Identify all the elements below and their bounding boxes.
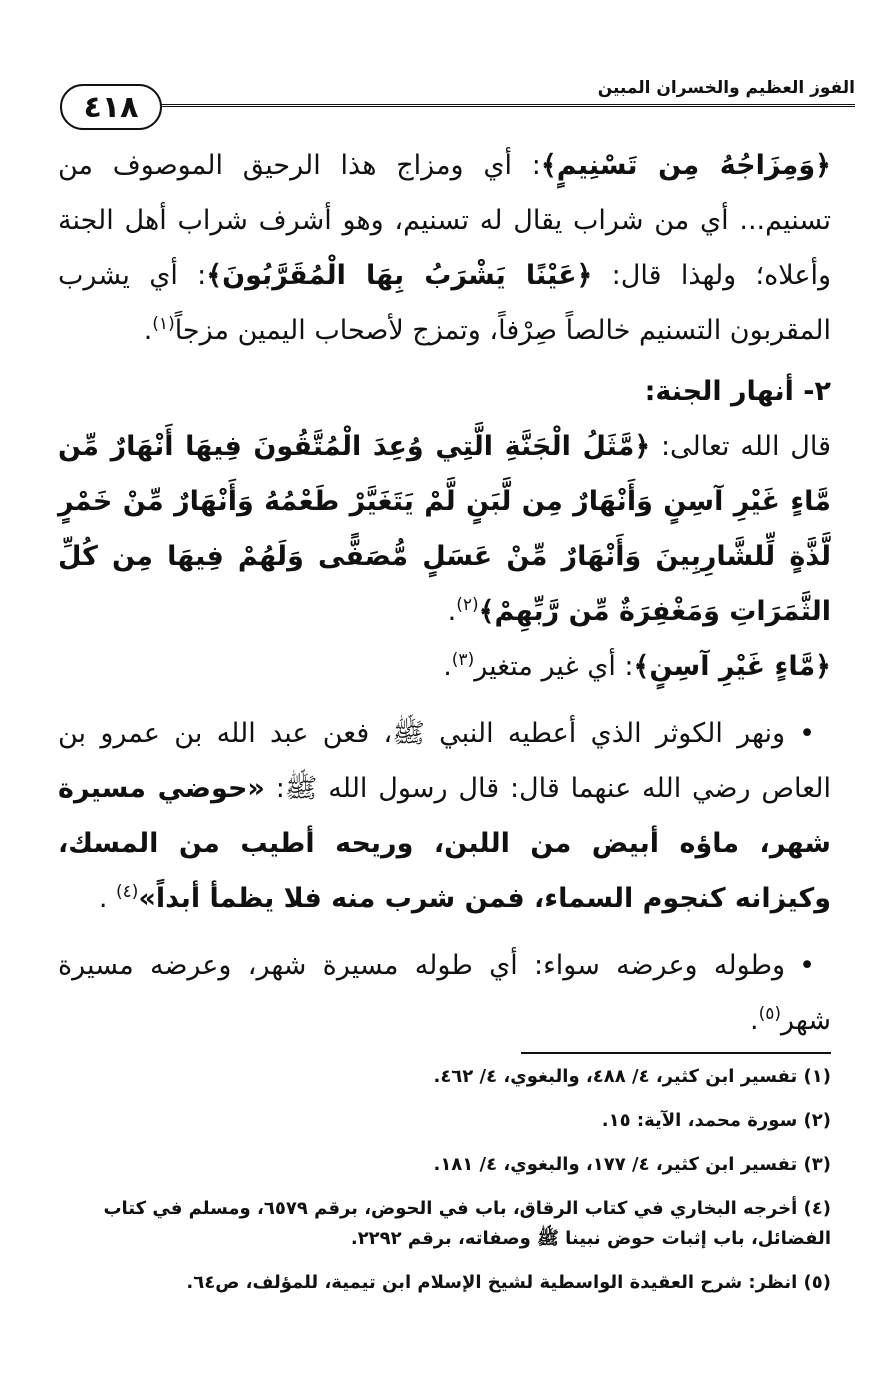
footnote-ref: (٤) [116, 882, 139, 902]
main-text [58, 138, 831, 1048]
footnote-item: (٢) سورة محمد، الآية: ١٥. [601, 1110, 831, 1131]
quran-verse: ﴿وَمِزَاجُهُ مِن تَسْنِيمٍ﴾ [540, 150, 831, 181]
paragraph-text: : أي غير متغير [474, 651, 634, 682]
section-heading: ٢- أنهار الجنة: [644, 376, 831, 407]
footnote-item: (٥) انظر: شرح العقيدة الواسطية لشيخ الإسلام ابن تيمية، للمؤلف، ص٦٤. [186, 1272, 831, 1293]
paragraph-water: ﴿مَّاءٍ غَيْرِ آسِنٍ﴾: أي غير متغير$^{(٣)}$. [443, 650, 831, 682]
page-header [60, 74, 855, 134]
bullet-icon: • [799, 718, 815, 749]
quran-verse: ﴿مَّاءٍ غَيْرِ آسِنٍ﴾ [633, 651, 831, 682]
footnote-ref: (٥) [758, 1004, 782, 1024]
footnote-item: (٣) تفسير ابن كثير، ٤/ ١٧٧، والبغوي، ٤/ ١٨١. [433, 1154, 831, 1175]
page-number: ٤١٨ [60, 84, 162, 130]
quran-verse: ﴿مَّثَلُ الْجَنَّةِ الَّتِي وُعِدَ الْمُتَّقُونَ فِيهَا أَنْهَارٌ مِّن مَّاءٍ غَيْرِ آسِنٍ وَأَنْهَارٌ مِن لَّبَنٍ لَّمْ يَتَغَيَّرْ طَعْمُهُ وَأَنْهَارٌ مِّنْ خَمْرٍ لَّذَّةٍ لِّلشَّارِبِينَ وَأَنْهَارٌ مِّنْ عَسَلٍ مُّصَفًّى وَلَهُمْ فِيهَا مِن كُلِّ الثَّمَرَاتِ وَمَغْفِرَةٌ مِّن رَّبِّهِمْ﴾ [58, 431, 831, 627]
footnote-separator [521, 1052, 831, 1054]
paragraph-tasnim: ﴿وَمِزَاجُهُ مِن تَسْنِيمٍ﴾: أي ومزاج هذا الرحيق الموصوف من تسنيم... أي من شراب يقال له تسنيم، وهو أشرف شراب أهل الجنة وأعلاه؛ ولهذا قال: ﴿عَيْنًا يَشْرَبُ بِهَا الْمُقَرَّبُونَ﴾: أي يشرب المقربون التسنيم خالصاً صِرْفاً، وتمزج لأصحاب اليمين مزجاً$^{(١)}$. [58, 150, 831, 346]
paragraph-length: •وطوله وعرضه سواء: أي طوله مسيرة شهر، وعرضه مسيرة شهر$^{(٥)}$. [58, 938, 831, 1048]
header-rule [152, 104, 855, 107]
paragraph-kawthar: •ونهر الكوثر الذي أعطيه النبي ﷺ، فعن عبد الله بن عمرو بن العاص رضي الله عنهما قال: قال رسول الله ﷺ: «حوضي مسيرة شهر، ماؤه أبيض من اللبن، وريحه أطيب من المسك، وكيزانه كنجوم السماء، فمن شرب منه فلا يظمأ أبداً»$^{(٤)}$ . [58, 706, 831, 926]
paragraph-text: قال الله تعالى: [650, 431, 831, 462]
footnotes [54, 1062, 831, 1312]
footnote-ref: (٢) [456, 595, 479, 615]
footnote-ref: (١) [152, 314, 175, 334]
paragraph-text: : أي يشرب المقربون التسنيم خالصاً صِرْفاً، وتمزج لأصحاب اليمين مزجاً [58, 260, 831, 346]
running-title: الفوز العظيم والخسران المبين [597, 78, 855, 98]
paragraph-rivers: قال الله تعالى: ﴿مَّثَلُ الْجَنَّةِ الَّتِي وُعِدَ الْمُتَّقُونَ فِيهَا أَنْهَارٌ مِّن مَّاءٍ غَيْرِ آسِنٍ وَأَنْهَارٌ مِن لَّبَنٍ لَّمْ يَتَغَيَّرْ طَعْمُهُ وَأَنْهَارٌ مِّنْ خَمْرٍ لَّذَّةٍ لِّلشَّارِبِينَ وَأَنْهَارٌ مِّنْ عَسَلٍ مُّصَفًّى وَلَهُمْ فِيهَا مِن كُلِّ الثَّمَرَاتِ وَمَغْفِرَةٌ مِّن رَّبِّهِمْ﴾$^{(٢)}$. [58, 431, 831, 627]
hadith-text: «حوضي مسيرة شهر، ماؤه أبيض من اللبن، وريحه أطيب من المسك، وكيزانه كنجوم السماء، فمن شرب منه فلا يظمأ أبداً» [58, 773, 831, 914]
paragraph-text: ونهر الكوثر الذي أعطيه النبي ﷺ، فعن عبد الله بن عمرو بن العاص رضي الله عنهما قال: قال رسول الله ﷺ: [58, 718, 831, 804]
footnote-item: (٤) أخرجه البخاري في كتاب الرقاق، باب في الحوض، برقم ٦٥٧٩، ومسلم في كتاب الفضائل، باب إثبات حوض نبينا ﷺ وصفاته، برقم ٢٢٩٢. [103, 1198, 831, 1249]
footnote-item: (١) تفسير ابن كثير، ٤/ ٤٨٨، والبغوي، ٤/ ٤٦٢. [433, 1066, 831, 1087]
quran-verse: ﴿عَيْنًا يَشْرَبُ بِهَا الْمُقَرَّبُونَ﴾ [206, 260, 593, 291]
paragraph-text: وطوله وعرضه سواء: أي طوله مسيرة شهر، وعرضه مسيرة شهر [58, 950, 831, 1036]
paragraph-text: : أي ومزاج هذا الرحيق الموصوف من تسنيم... أي من شراب يقال له تسنيم، وهو أشرف شراب أهل الجنة وأعلاه؛ ولهذا قال: [58, 150, 831, 291]
bullet-icon: • [799, 950, 815, 981]
footnote-ref: (٣) [451, 650, 475, 670]
